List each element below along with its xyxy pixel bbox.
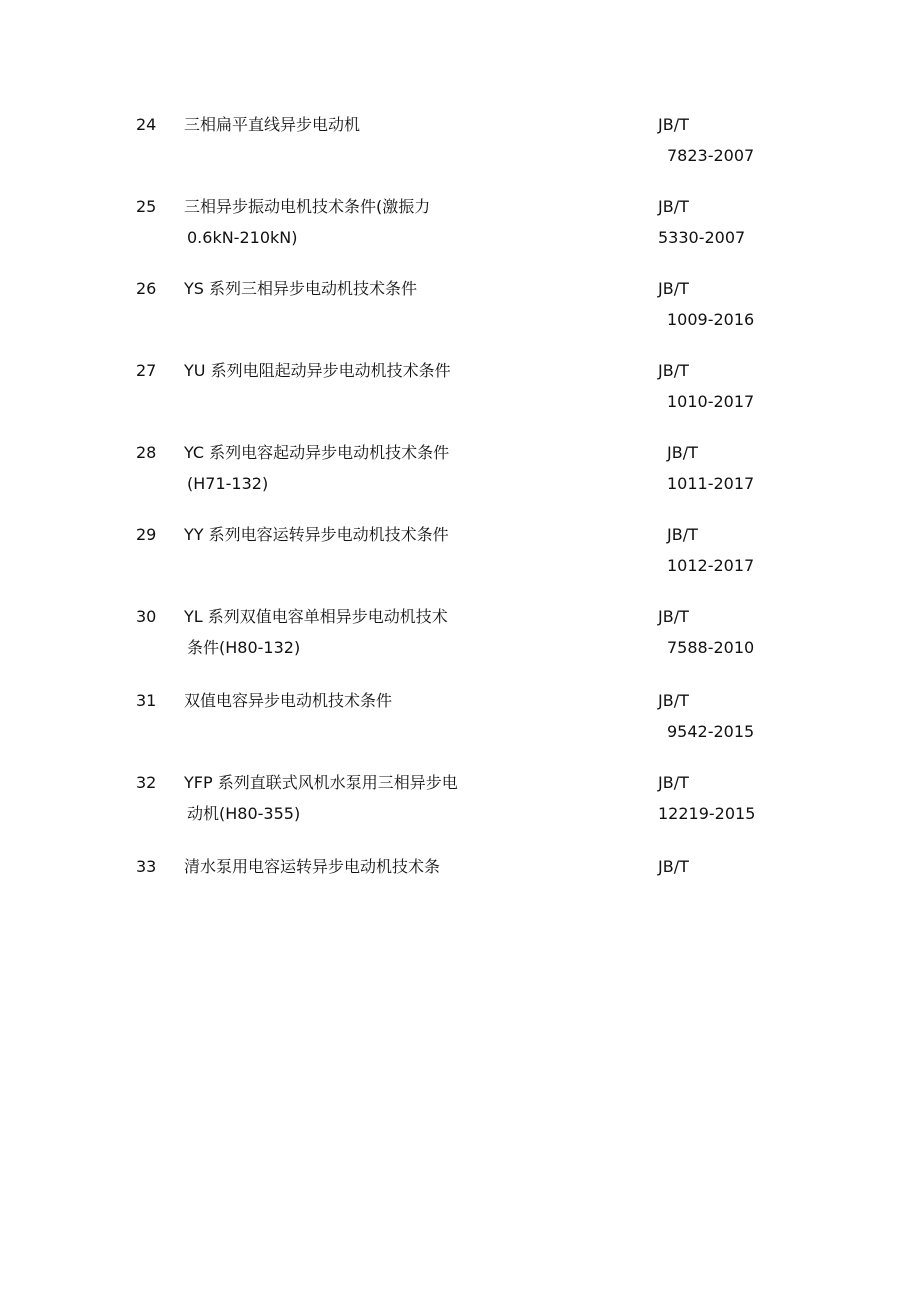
standard-prefix: JB/T: [667, 443, 698, 462]
standard-prefix: JB/T: [658, 857, 689, 876]
list-item: [0, 690, 920, 754]
item-title-continued: 0.6kN-210kN): [187, 228, 298, 247]
list-item: [0, 524, 920, 588]
list-item: [0, 196, 920, 260]
item-title: YL 系列双值电容单相异步电动机技术: [184, 607, 448, 626]
standard-number: 7588-2010: [667, 638, 755, 657]
list-item: [0, 360, 920, 424]
list-item: [0, 856, 920, 920]
list-item: [0, 114, 920, 178]
item-number: 33: [136, 857, 157, 876]
standard-prefix: JB/T: [658, 279, 689, 298]
item-number: 29: [136, 525, 157, 544]
item-title: YU 系列电阻起动异步电动机技术条件: [184, 361, 451, 380]
item-title: YS 系列三相异步电动机技术条件: [184, 279, 418, 298]
item-number: 30: [136, 607, 157, 626]
item-title: 三相扁平直线异步电动机: [184, 115, 361, 134]
standard-number: 1012-2017: [667, 556, 755, 575]
item-title: 清水泵用电容运转异步电动机技术条: [184, 857, 441, 876]
item-number: 26: [136, 279, 157, 298]
item-title: 三相异步振动电机技术条件(激振力: [184, 197, 431, 216]
item-title-continued: 条件(H80-132): [187, 638, 301, 657]
standard-number: 7823-2007: [667, 146, 755, 165]
list-item: [0, 772, 920, 836]
standard-prefix: JB/T: [658, 607, 689, 626]
item-title: 双值电容异步电动机技术条件: [184, 691, 393, 710]
item-number: 27: [136, 361, 157, 380]
standard-number: 1010-2017: [667, 392, 755, 411]
standard-number: 12219-2015: [658, 804, 756, 823]
item-number: 31: [136, 691, 157, 710]
item-title: YC 系列电容起动异步电动机技术条件: [184, 443, 450, 462]
standard-number: 1009-2016: [667, 310, 755, 329]
item-number: 28: [136, 443, 157, 462]
item-number: 32: [136, 773, 157, 792]
item-number: 24: [136, 115, 157, 134]
item-title: YFP 系列直联式风机水泵用三相异步电: [184, 773, 458, 792]
list-item: [0, 442, 920, 506]
item-title: YY 系列电容运转异步电动机技术条件: [184, 525, 449, 544]
item-title-continued: 动机(H80-355): [187, 804, 301, 823]
standard-prefix: JB/T: [658, 691, 689, 710]
standard-prefix: JB/T: [658, 773, 689, 792]
standard-prefix: JB/T: [667, 525, 698, 544]
standard-number: 5330-2007: [658, 228, 746, 247]
standard-number: 1011-2017: [667, 474, 755, 493]
standard-prefix: JB/T: [658, 197, 689, 216]
standard-number: 9542-2015: [667, 722, 755, 741]
item-title-continued: (H71-132): [187, 474, 269, 493]
standard-prefix: JB/T: [658, 115, 689, 134]
list-item: [0, 606, 920, 670]
list-item: [0, 278, 920, 342]
standard-prefix: JB/T: [658, 361, 689, 380]
item-number: 25: [136, 197, 157, 216]
